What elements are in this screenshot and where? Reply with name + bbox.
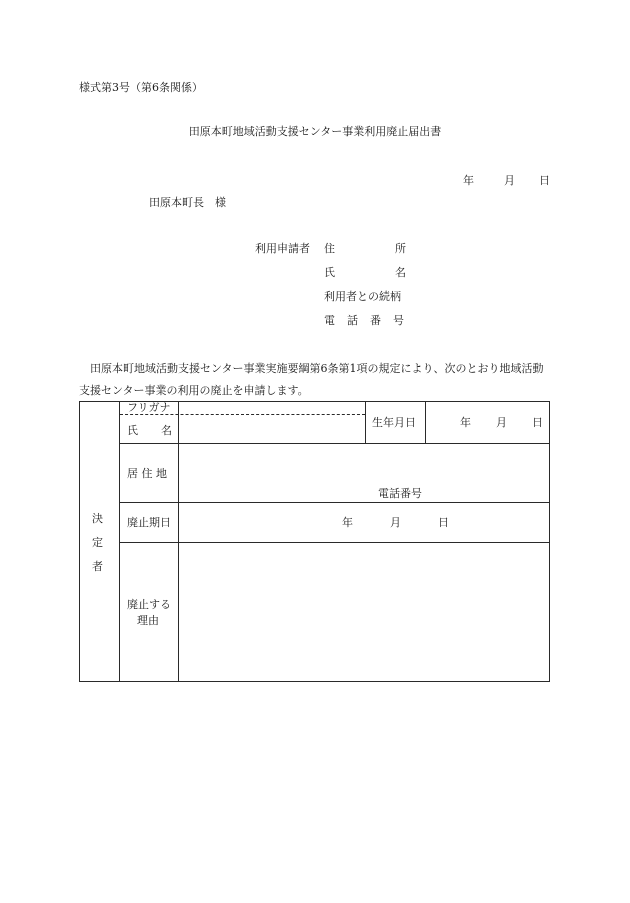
residence-label: 居 住 地 — [127, 467, 167, 480]
form-title: 田原本町地域活動支援センター事業利用廃止届出書 — [188, 125, 442, 138]
birthdate-year: 年 — [460, 416, 471, 429]
applicant-address-label — [324, 243, 406, 254]
phone-char-1: 電 — [324, 314, 335, 327]
furigana-label: フリガナ — [127, 401, 171, 414]
applicant-name-label — [324, 267, 406, 278]
furigana-divider — [120, 414, 365, 415]
divider — [120, 502, 549, 503]
reason-label-line-1: 廃止する — [127, 598, 171, 611]
divider — [120, 443, 549, 444]
address-char-2: 所 — [395, 242, 406, 255]
form-table — [79, 401, 550, 682]
date-month: 月 — [504, 174, 515, 187]
birthdate-month: 月 — [496, 416, 507, 429]
form-number: 様式第3号（第6条関係） — [79, 81, 203, 94]
address-char-1: 住 — [324, 242, 335, 255]
end-date-month: 月 — [390, 516, 401, 529]
end-date-year: 年 — [342, 516, 353, 529]
divider — [425, 402, 426, 444]
name-char-1: 氏 — [324, 266, 335, 279]
submission-date — [463, 175, 550, 186]
phone-char-4: 号 — [393, 314, 404, 327]
end-date-label: 廃止期日 — [127, 516, 171, 529]
divider — [365, 402, 366, 444]
side-label-char: 者 — [92, 560, 103, 573]
side-label-char: 定 — [92, 536, 103, 549]
birthdate-label: 生年月日 — [372, 416, 416, 429]
name-label-char: 氏 — [127, 424, 138, 437]
side-label-char: 決 — [92, 512, 103, 525]
end-date-day: 日 — [438, 516, 449, 529]
body-text: 田原本町地域活動支援センター事業実施要綱第6条第1項の規定により、次のとおり地域活動支援センター事業の利用の廃止を申請します。 — [79, 362, 544, 397]
date-day: 日 — [539, 174, 550, 187]
phone-char-3: 番 — [370, 314, 381, 327]
addressee: 田原本町長 様 — [149, 196, 226, 209]
divider — [120, 542, 549, 543]
reason-label-line-2: 理由 — [137, 614, 159, 627]
phone-char-2: 話 — [347, 314, 358, 327]
name-label-char: 名 — [161, 424, 172, 437]
date-year: 年 — [463, 174, 474, 187]
residence-phone-label: 電話番号 — [378, 487, 422, 500]
name-char-2: 名 — [395, 266, 406, 279]
birthdate-day: 日 — [532, 416, 543, 429]
applicant-relation-label: 利用者との続柄 — [324, 290, 401, 303]
applicant-label: 利用申請者 — [255, 242, 310, 255]
applicant-phone-label — [324, 315, 404, 326]
